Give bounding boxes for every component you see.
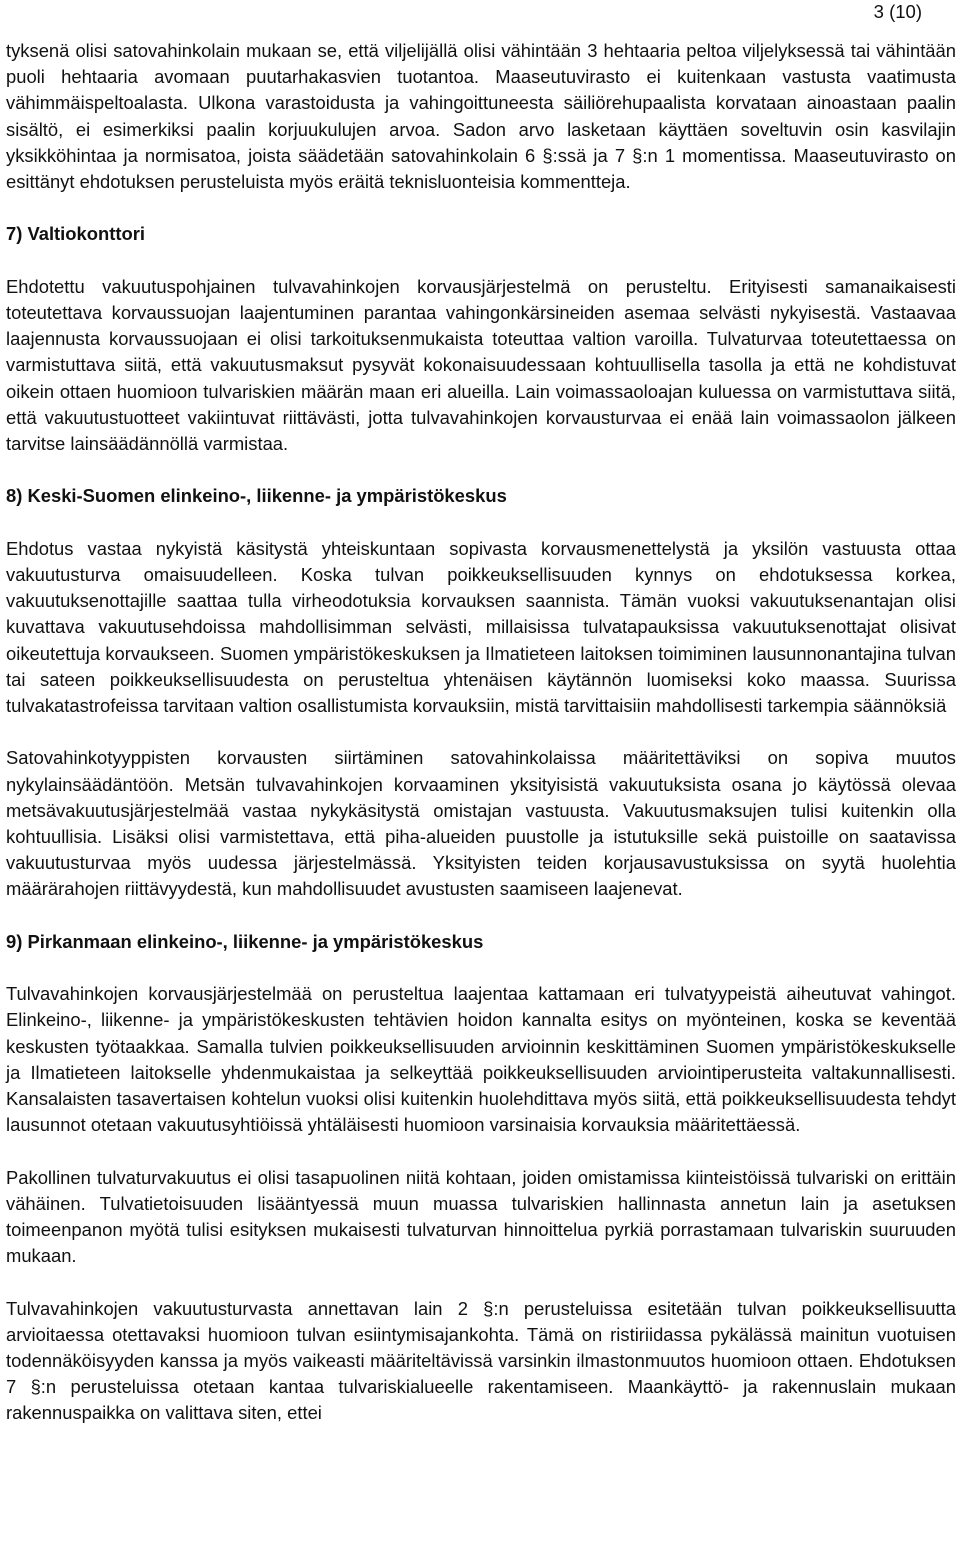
section-heading-valtiokonttori: 7) Valtiokonttori [6, 223, 145, 245]
spacer [6, 719, 956, 745]
section-valtiokonttori-paragraph-1: Ehdotettu vakuutuspohjainen tulvavahinkojen korvausjärjestelmä on perusteltu. Erityisesti samanaikaisesti toteutettava korvaussuojan laajentuminen parantaa vahingonkärsineiden asemaa selvästi nykyisestä. Vastaavaa laajennusta korvaussuojaan ei olisi tarkoituksenmukaista toteuttaa valtion varoilla. Tulvaturvaa toteutettaessa on varmistuttava siitä, että vakuutusmaksut pysyvät kokonaisuudessaan kohtuullisella tasolla ja että ne kohdistuvat oikein ottaen huomioon tulvariskien määrän maan eri alueilla. Lain voimassaoloajan kuluessa on varmistuttava siitä, että vakuutustuotteet vakiintuvat riittävästi, jotta tulvavahinkojen korvausturvaa ei enää lain voimassaolon jälkeen tarvitse lainsäädännöllä varmistaa. [6, 275, 956, 455]
section-pirkanmaan-ely-paragraph-3: Tulvavahinkojen vakuutusturvasta annettavan lain 2 §:n perusteluissa esitetään tulvan poikkeuksellisuutta arvioitaessa otettavaksi huomioon tulvan esiintymisajankohta. Tämä on ristiriidassa pykälässä mainitun vuotuisen todennäköisyyden kanssa ja myös vaikeasti määriteltävissä varsinkin ilmastonmuutos huomioon ottaen. Ehdotuksen 7 §:n perusteluissa otetaan kantaa tulvariskialueelle rakentamiseen. Maankäyttö- ja rakennuslain mukaan rakennuspaikka on valittava siten, ettei [6, 1297, 956, 1424]
spacer [6, 1269, 956, 1295]
spacer [6, 248, 956, 274]
spacer [6, 195, 956, 221]
section-heading-pirkanmaan-ely: 9) Pirkanmaan elinkeino-, liikenne- ja ympäristökeskus [6, 930, 484, 952]
spacer [6, 1138, 956, 1164]
section-keski-suomen-ely-paragraph-2: Satovahinkotyyppisten korvausten siirtäminen satovahinkolaissa määritettäviksi on sopiva muutos nykylainsäädäntöön. Metsän tulvavahinkojen korvaaminen yksityisistä vakuutuksista osana jo käytössä olevaa metsävakuutusjärjestelmää vastaa nykykäsitystä omistajan vastuusta. Vakuutusmaksujen tulisi kuitenkin olla kohtuullisia. Lisäksi olisi varmistettava, että piha-alueiden puustolle ja istutuksille sekä puistoille on saatavissa vakuutusturvaa myös uudessa järjestelmässä. Yksityisten teiden korjausavustuksissa on syytä huolehtia määrärahojen riittävyydestä, kun mahdollisuudet avustusten saamiseen laajenevat. [6, 747, 956, 900]
spacer [6, 903, 956, 929]
intro-paragraph: tyksenä olisi satovahinkolain mukaan se, että viljelijällä olisi vähintään 3 hehtaaria peltoa viljelyksessä tai vähintään puoli hehtaaria avomaan puutarhakasvien tuotantoa. Maaseutuvirasto ei kuitenkaan vastusta vaatimusta vähimmäispeltoalasta. Ulkona varastoidusta ja vahingoittuneesta säiliörehupaalista korvataan ainoastaan paalin sisältö, ei esimerkiksi paalin korjuukulujen arvoa. Sadon arvo lasketaan käyttäen soveltuvin osin kasvilajin yksikköhintaa ja normisatoa, joista säädetään satovahinkolain 6 §:ssä ja 7 §:n 1 momentissa. Maaseutuvirasto on esittänyt ehdotuksen perusteluista myös eräitä teknisluonteisia kommentteja. [6, 40, 956, 193]
document-page [6, 38, 956, 1427]
section-keski-suomen-ely-paragraph-1: Ehdotus vastaa nykyistä käsitystä yhteiskuntaan sopivasta korvausmenettelystä ja yksilön vastuusta ottaa vakuutusturva omaisuudelleen. Koska tulvan poikkeuksellisuuden kynnys on ehdotuksessa korkea, vakuutuksenottajille saattaa tulla virheodotuksia korvauksen saannista. Tämän vuoksi vakuutuksenantajan olisi kuvattava vakuutusehdoissa mahdollisimman selvästi, millaisissa tulvatapauksissa vakuutuksenottajat olisivat oikeutettuja korvaukseen. Suomen ympäristökeskuksen ja Ilmatieteen laitoksen toimiminen lausunnonantajina tulvan tai sateen poikkeuksellisuudesta on perusteltua yhtenäisen käytännön luomiseksi koko maassa. Suurissa tulvakatastrofeissa tarvitaan valtion osallistumista korvauksiin, mistä tarvittaisiin mahdollisesti tarkempia säännöksiä [6, 537, 956, 717]
section-pirkanmaan-ely-paragraph-1: Tulvavahinkojen korvausjärjestelmää on perusteltua laajentaa kattamaan eri tulvatyypeistä aiheutuvat vahingot. Elinkeino-, liikenne- ja ympäristökeskusten tehtävien hoidon kannalta esitys on myönteinen, koska se keventää keskusten työtaakkaa. Samalla tulvien poikkeuksellisuuden arvioinnin keskittäminen Suomen ympäristökeskukselle ja Ilmatieteen laitokselle yhdenmukaistaa ja selkeyttää poikkeuksellisuuden arviointiperusteita valtakunnallisesti. Kansalaisten tasavertaisen kohtelun vuoksi olisi kuitenkin huolehdittava myös siitä, että poikkeuksellisuudesta tehdyt lausunnot otetaan vakuutusyhtiöissä yhtäläisesti huomioon varsinaisia korvauksia määritettäessä. [6, 983, 956, 1136]
spacer [6, 955, 956, 981]
page-number: 3 (10) [873, 1, 922, 22]
section-pirkanmaan-ely-paragraph-2: Pakollinen tulvaturvakuutus ei olisi tasapuolinen niitä kohtaan, joiden omistamissa kiinteistöissä tulvariski on erittäin vähäinen. Tulvatietoisuuden lisääntyessä muun muassa tulvariskien hallinnasta annetun lain ja asetuksen toimeenpanon myötä tulisi esityksen mukaisesti tulvaturvan hinnoittelua pyrkiä porrastamaan tulvariskin suuruuden mukaan. [6, 1166, 956, 1267]
section-heading-keski-suomen-ely: 8) Keski-Suomen elinkeino-, liikenne- ja ympäristökeskus [6, 485, 507, 507]
spacer [6, 510, 956, 536]
spacer [6, 457, 956, 483]
